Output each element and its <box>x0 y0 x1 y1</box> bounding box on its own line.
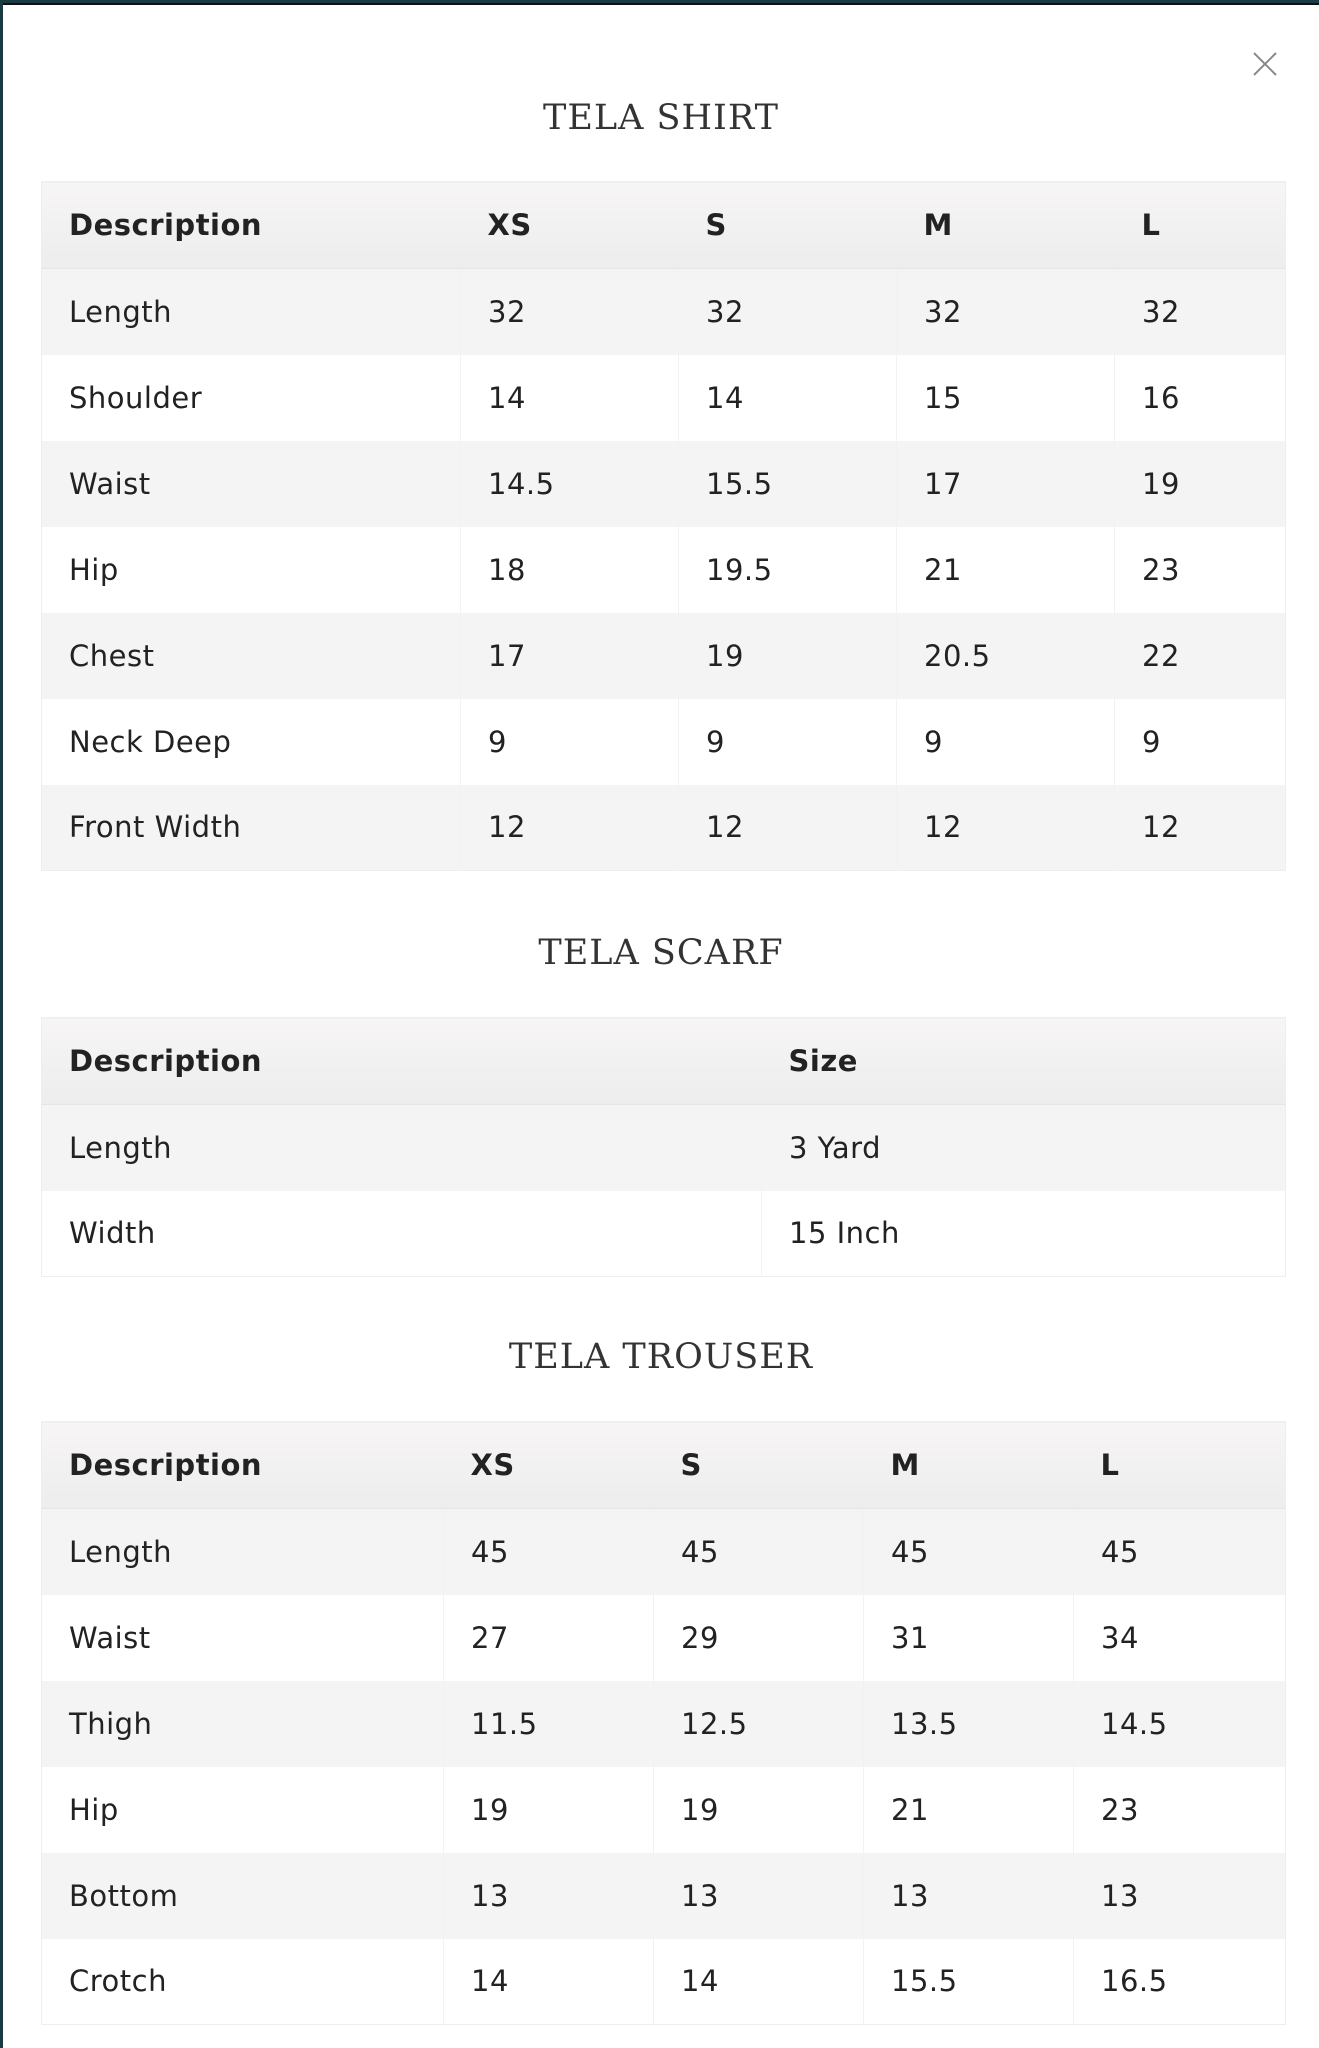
row-label: Length <box>42 1509 444 1595</box>
table-row <box>42 785 1286 871</box>
row-label: Chest <box>42 613 461 699</box>
row-label: Hip <box>42 1767 444 1853</box>
table-cell: 29 <box>654 1595 864 1681</box>
row-label: Front Width <box>42 785 461 871</box>
column-header: Size <box>762 1018 1286 1105</box>
column-header: Description <box>42 1422 444 1509</box>
table-cell: 15 <box>897 355 1115 441</box>
table-row <box>42 355 1286 441</box>
table-cell: 14 <box>679 355 897 441</box>
size-table-scarf <box>41 1017 1286 1277</box>
size-table-shirt <box>41 181 1286 871</box>
table-cell: 20.5 <box>897 613 1115 699</box>
table-row <box>42 613 1286 699</box>
table-cell: 19.5 <box>679 527 897 613</box>
table-cell: 23 <box>1115 527 1286 613</box>
size-chart-modal <box>3 3 1319 2048</box>
column-header: L <box>1115 182 1286 269</box>
table-cell: 13.5 <box>864 1681 1074 1767</box>
size-table-trouser <box>41 1421 1286 2025</box>
table-cell: 32 <box>679 269 897 355</box>
table-cell: 16.5 <box>1074 1939 1286 2025</box>
row-label: Width <box>42 1191 762 1277</box>
row-label: Waist <box>42 1595 444 1681</box>
table-cell: 19 <box>1115 441 1286 527</box>
table-cell: 14 <box>654 1939 864 2025</box>
table-header-row <box>42 182 1286 269</box>
row-label: Length <box>42 269 461 355</box>
row-label: Bottom <box>42 1853 444 1939</box>
table-row <box>42 1939 1286 2025</box>
table-cell: 16 <box>1115 355 1286 441</box>
table-cell: 17 <box>461 613 679 699</box>
table-header-row <box>42 1018 1286 1105</box>
table-cell: 12 <box>679 785 897 871</box>
column-header: S <box>654 1422 864 1509</box>
table-cell: 13 <box>1074 1853 1286 1939</box>
table-cell: 13 <box>444 1853 654 1939</box>
table-row <box>42 527 1286 613</box>
table-cell: 14 <box>444 1939 654 2025</box>
table-cell: 45 <box>444 1509 654 1595</box>
section-title-shirt: TELA SHIRT <box>543 98 779 138</box>
column-header: S <box>679 182 897 269</box>
table-cell: 19 <box>679 613 897 699</box>
table-cell: 32 <box>461 269 679 355</box>
table-cell: 19 <box>444 1767 654 1853</box>
table-cell: 15 Inch <box>762 1191 1286 1277</box>
table-row <box>42 269 1286 355</box>
table-cell: 13 <box>864 1853 1074 1939</box>
column-header: XS <box>444 1422 654 1509</box>
row-label: Waist <box>42 441 461 527</box>
row-label: Crotch <box>42 1939 444 2025</box>
table-row <box>42 1509 1286 1595</box>
table-cell: 23 <box>1074 1767 1286 1853</box>
section-title-trouser: TELA TROUSER <box>508 1337 814 1377</box>
table-row <box>42 699 1286 785</box>
table-cell: 9 <box>461 699 679 785</box>
table-cell: 45 <box>864 1509 1074 1595</box>
table-cell: 12 <box>461 785 679 871</box>
close-icon <box>1250 49 1280 79</box>
table-row <box>42 441 1286 527</box>
table-cell: 15.5 <box>679 441 897 527</box>
row-label: Length <box>42 1105 762 1191</box>
table-cell: 14.5 <box>461 441 679 527</box>
table-cell: 15.5 <box>864 1939 1074 2025</box>
table-cell: 21 <box>897 527 1115 613</box>
table-cell: 9 <box>1115 699 1286 785</box>
table-row <box>42 1191 1286 1277</box>
column-header: L <box>1074 1422 1286 1509</box>
table-cell: 34 <box>1074 1595 1286 1681</box>
section-title-scarf: TELA SCARF <box>538 933 784 973</box>
table-cell: 27 <box>444 1595 654 1681</box>
table-cell: 9 <box>897 699 1115 785</box>
table-cell: 21 <box>864 1767 1074 1853</box>
row-label: Neck Deep <box>42 699 461 785</box>
column-header: M <box>897 182 1115 269</box>
column-header: Description <box>42 182 461 269</box>
table-cell: 17 <box>897 441 1115 527</box>
table-cell: 12.5 <box>654 1681 864 1767</box>
table-cell: 45 <box>654 1509 864 1595</box>
row-label: Shoulder <box>42 355 461 441</box>
table-cell: 12 <box>1115 785 1286 871</box>
table-cell: 32 <box>897 269 1115 355</box>
table-cell: 14.5 <box>1074 1681 1286 1767</box>
row-label: Hip <box>42 527 461 613</box>
table-row <box>42 1595 1286 1681</box>
table-row <box>42 1105 1286 1191</box>
table-cell: 18 <box>461 527 679 613</box>
row-label: Thigh <box>42 1681 444 1767</box>
table-cell: 11.5 <box>444 1681 654 1767</box>
table-cell: 14 <box>461 355 679 441</box>
table-row <box>42 1853 1286 1939</box>
table-row <box>42 1681 1286 1767</box>
column-header: Description <box>42 1018 762 1105</box>
table-cell: 3 Yard <box>762 1105 1286 1191</box>
column-header: XS <box>461 182 679 269</box>
table-row <box>42 1767 1286 1853</box>
table-cell: 45 <box>1074 1509 1286 1595</box>
table-cell: 32 <box>1115 269 1286 355</box>
table-cell: 19 <box>654 1767 864 1853</box>
table-cell: 13 <box>654 1853 864 1939</box>
table-header-row <box>42 1422 1286 1509</box>
table-cell: 22 <box>1115 613 1286 699</box>
table-cell: 12 <box>897 785 1115 871</box>
column-header: M <box>864 1422 1074 1509</box>
table-cell: 31 <box>864 1595 1074 1681</box>
close-button[interactable] <box>1250 49 1280 79</box>
table-cell: 9 <box>679 699 897 785</box>
